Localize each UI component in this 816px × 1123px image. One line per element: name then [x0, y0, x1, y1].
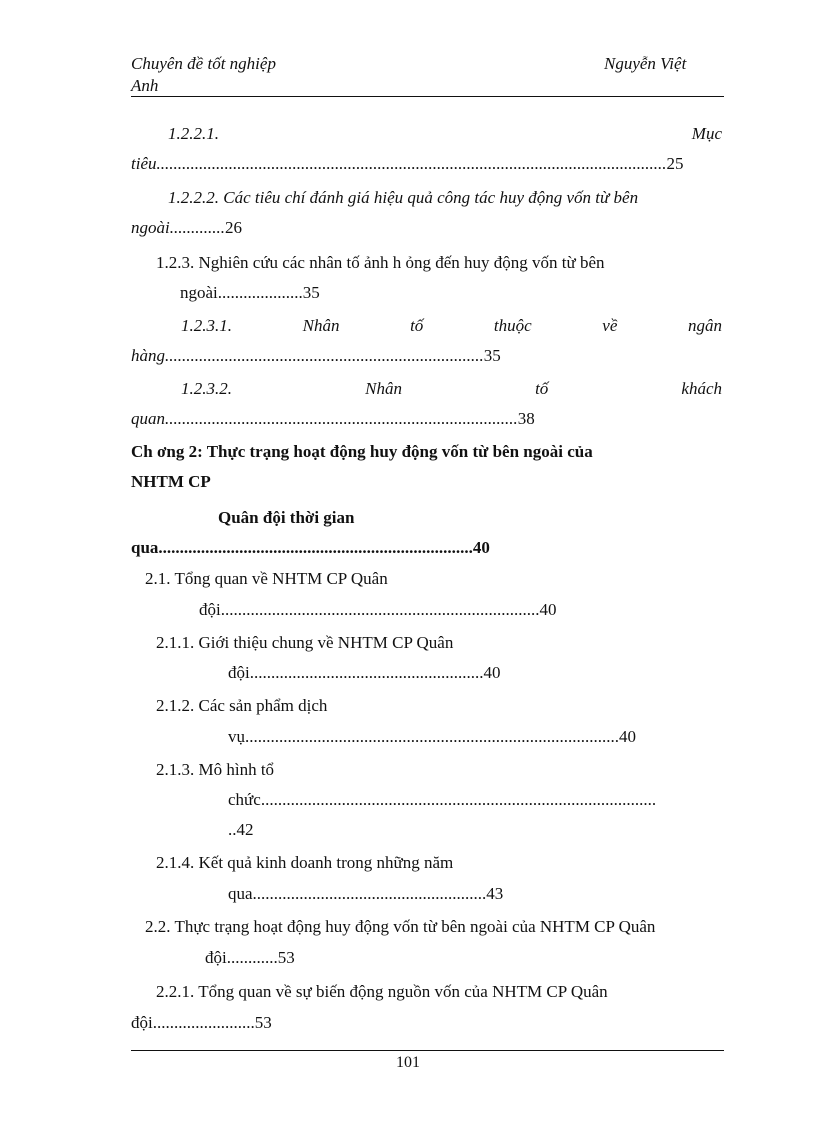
toc-entry-title-cont: đội [205, 948, 227, 967]
page-number: 101 [396, 1054, 420, 1071]
toc-page-number: 53 [277, 948, 295, 967]
toc-entry-1-2-2-2 [168, 186, 638, 210]
toc-entry-1-2-2-1-cont [131, 152, 684, 176]
toc-entry-2-1-3-cont [228, 788, 656, 812]
toc-chapter-title-cont: qua [131, 538, 159, 557]
toc-entry-2-1 [145, 567, 388, 591]
toc-entry-2-1-cont [199, 598, 556, 622]
toc-word: thuộc [493, 316, 532, 335]
toc-page-number: 43 [486, 884, 504, 903]
toc-chapter-2-line4 [131, 536, 490, 560]
toc-entry-1-2-2-1 [168, 122, 722, 146]
toc-entry-1-2-3-1 [181, 314, 722, 338]
toc-entry-1-2-3-cont [180, 281, 320, 305]
header-author: Nguyễn Việt [604, 54, 687, 73]
toc-entry-title-cont: đội [131, 1013, 153, 1032]
toc-leader-dots: ................................................................................... [165, 409, 518, 428]
toc-entry-1-2-3-2 [181, 377, 722, 401]
toc-leader-dots: ............ [226, 948, 278, 967]
toc-entry-number: 1.2.2.1. [168, 124, 219, 143]
toc-entry-title-cont: ngoài [131, 218, 170, 237]
toc-entry-2-1-4-cont [228, 882, 503, 906]
toc-entry-1-2-2-2-cont [131, 216, 242, 240]
header-title: Chuyên đề tốt nghiệp [131, 54, 276, 73]
footer-divider [131, 1050, 724, 1051]
toc-leader-dots: ........................ [152, 1013, 255, 1032]
toc-entry-title: 1.2.3. Nghiên cứu các nhân tố ảnh h ỏng đến huy động vốn từ bên [156, 253, 605, 272]
toc-page-number: 25 [666, 154, 684, 173]
toc-chapter-title-cont: NHTM CP [131, 472, 211, 491]
toc-entry-title-cont: đội [228, 663, 250, 682]
toc-page-number: 38 [517, 409, 535, 428]
toc-leader-dots: .......................................................................... [158, 538, 473, 557]
toc-entry-title: 2.1. Tổng quan về NHTM CP Quân [145, 569, 388, 588]
toc-leader-dots: ....................................................... [252, 884, 487, 903]
toc-entry-1-2-3-2-cont [131, 407, 535, 431]
toc-word: tố [535, 379, 549, 398]
toc-entry-title: 2.1.3. Mô hình tổ [156, 760, 275, 779]
toc-page-number: 42 [236, 820, 254, 839]
toc-entry-title-cont: tiêu [131, 154, 157, 173]
toc-chapter-2-line3 [218, 506, 355, 530]
toc-leader-dots: ............................................................................................. [260, 790, 657, 809]
toc-entry-title: 2.1.1. Giới thiệu chung về NHTM CP Quân [156, 633, 454, 652]
toc-entry-2-1-3 [156, 758, 274, 782]
toc-entry-2-2-cont [205, 946, 295, 970]
toc-entry-2-1-4 [156, 851, 453, 875]
toc-word: về [602, 316, 618, 335]
toc-entry-number: 1.2.3.1. [181, 316, 232, 335]
toc-leader-dots: .................... [217, 283, 303, 302]
toc-page-number: 40 [483, 663, 501, 682]
toc-entry-1-2-3 [156, 251, 605, 275]
toc-word: khách [681, 379, 722, 398]
toc-entry-title: 2.2.1. Tổng quan về sự biến động nguồn vốn của NHTM CP Quân [156, 982, 608, 1001]
toc-entry-2-1-1-cont [228, 661, 500, 685]
toc-entry-number: 1.2.3.2. [181, 379, 232, 398]
toc-leader-dots: ........................................................................... [220, 600, 540, 619]
toc-page-number: 40 [472, 538, 490, 557]
toc-entry-title: Mục [691, 124, 722, 143]
toc-entry-title-cont: qua [228, 884, 253, 903]
toc-leader-dots: ............. [169, 218, 225, 237]
toc-entry-2-2-1-cont [131, 1011, 272, 1035]
toc-entry-title-cont: ngoài [180, 283, 218, 302]
toc-entry-2-1-1 [156, 631, 453, 655]
toc-entry-2-2 [145, 915, 655, 939]
toc-word: Nhân [302, 316, 340, 335]
toc-entry-title-cont: hàng [131, 346, 165, 365]
toc-page-number: 40 [619, 727, 636, 746]
toc-word: ngân [688, 316, 722, 335]
toc-chapter-title-cont: Quân đội thời gian [218, 508, 355, 527]
toc-word: tố [410, 316, 424, 335]
toc-chapter-2 [131, 440, 593, 464]
toc-entry-title: 2.2. Thực trạng hoạt động huy động vốn từ bên ngoài của NHTM CP Quân [145, 917, 656, 936]
toc-entry-2-1-2 [156, 694, 327, 718]
toc-page-number: 40 [539, 600, 557, 619]
toc-leader-dots: ........................................................................................................................ [156, 154, 667, 173]
toc-entry-title: 1.2.2.2. Các tiêu chí đánh giá hiệu quả công tác huy động vốn từ bên [168, 188, 639, 207]
toc-entry-title: 2.1.2. Các sản phẩm dịch [156, 696, 328, 715]
toc-word: Nhân [365, 379, 402, 398]
toc-entry-title-cont: chức [228, 790, 261, 809]
toc-page-number: 35 [483, 346, 501, 365]
toc-entry-1-2-3-1-cont [131, 344, 501, 368]
toc-chapter-2-line2 [131, 470, 211, 494]
toc-entry-title-cont: quan [131, 409, 165, 428]
toc-entry-2-1-2-cont [228, 725, 636, 749]
toc-leader-dots: ........................................................................... [165, 346, 484, 365]
toc-entry-2-2-1 [156, 980, 608, 1004]
toc-page-number: 35 [302, 283, 320, 302]
header-divider [131, 96, 724, 97]
toc-page-number: 53 [254, 1013, 272, 1032]
toc-entry-2-1-3-cont2 [228, 818, 254, 842]
toc-entry-title: 2.1.4. Kết quả kinh doanh trong những năm [156, 853, 454, 872]
toc-leader-dots: ........................................................................................ [245, 727, 619, 746]
header-author-continued: Anh [131, 76, 159, 95]
toc-leader-dots: .. [228, 820, 237, 839]
toc-entry-title-cont: vụ [228, 727, 245, 746]
toc-page-number: 26 [224, 218, 242, 237]
toc-leader-dots: ....................................................... [249, 663, 484, 682]
toc-entry-title-cont: đội [199, 600, 221, 619]
toc-chapter-title: Ch ơng 2: Thực trạng hoạt động huy động vốn từ bên ngoài của [131, 442, 593, 461]
